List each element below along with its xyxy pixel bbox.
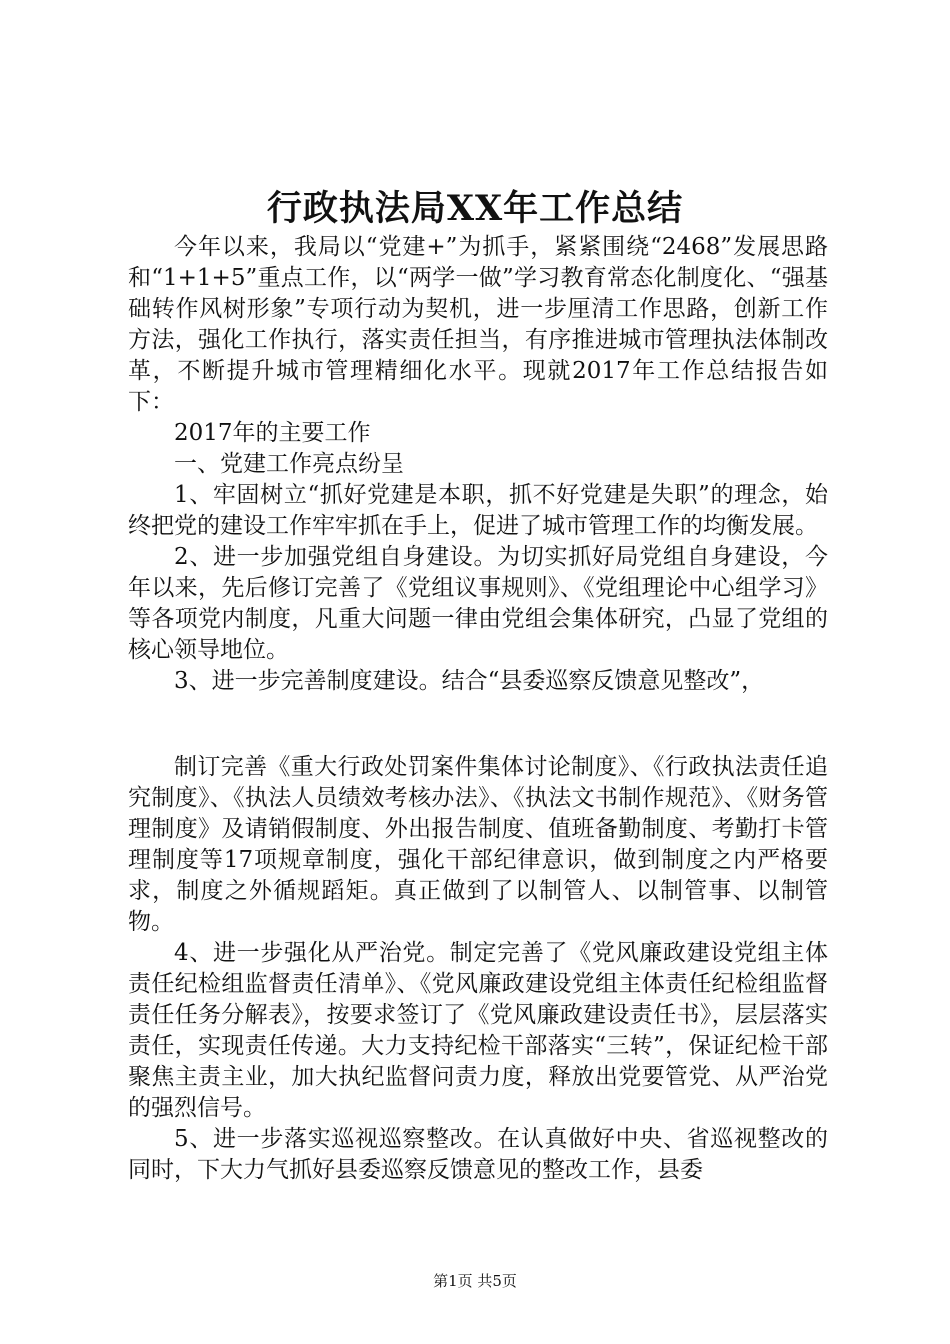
paragraph-item-4: 4、进一步强化从严治党。制定完善了《党风廉政建设党组主体责任纪检组监督责任清单》、《党风廉政建设党组主体责任纪检组监督责任任务分解表》，按要求签订了《党风廉政建设责任书》，层层落实责任，实现责任传递。大力支持纪检干部落实“三转”，保证纪检干部聚焦主责主业，加大执纪监督问责力度，释放出党要管党、从严治党的强烈信号。 [128, 940, 828, 1121]
paragraph-item-3-start: 3、进一步完善制度建设。结合“县委巡察反馈意见整改”， [174, 668, 765, 694]
paragraph-item-2: 2、进一步加强党组自身建设。为切实抓好局党组自身建设，今年以来，先后修订完善了《党组议事规则》、《党组理论中心组学习》等各项党内制度，凡重大问题一律由党组会集体研究，凸显了党组的核心领导地位。 [128, 544, 828, 663]
paragraph-intro: 今年以来，我局以“党建+”为抓手，紧紧围绕“2468”发展思路和“1+1+5”重点工作，以“两学一做”学习教育常态化制度化、“强基础转作风树形象”专项行动为契机，进一步厘清工作思路，创新工作方法，强化工作执行，落实责任担当，有序推进城市管理执法体制改革，不断提升城市管理精细化水平。现就2017年工作总结报告如下： [128, 234, 828, 415]
paragraph-item-1: 1、牢固树立“抓好党建是本职，抓不好党建是失职”的理念，始终把党的建设工作牢牢抓在手上，促进了城市管理工作的均衡发展。 [128, 482, 828, 539]
paragraph-heading-party-building: 一、党建工作亮点纷呈 [174, 451, 404, 477]
text-block-top [128, 232, 828, 697]
document-title: 行政执法局XX年工作总结 [266, 188, 684, 229]
paragraph-item-5: 5、进一步落实巡视巡察整改。在认真做好中央、省巡视整改的同时，下大力气抓好县委巡察反馈意见的整改工作，县委 [128, 1126, 828, 1183]
text-block-bottom [128, 752, 828, 1186]
paragraph-item-3-continued: 制订完善《重大行政处罚案件集体讨论制度》、《行政执法责任追究制度》、《执法人员绩效考核办法》、《执法文书制作规范》、《财务管理制度》及请销假制度、外出报告制度、值班备勤制度、考勤打卡管理制度等17项规章制度，强化干部纪律意识，做到制度之内严格要求，制度之外循规蹈矩。真正做到了以制管人、以制管事、以制管物。 [128, 754, 828, 935]
page-footer: 第1页 共5页 [433, 1272, 517, 1290]
paragraph-heading-main-work: 2017年的主要工作 [174, 420, 371, 446]
